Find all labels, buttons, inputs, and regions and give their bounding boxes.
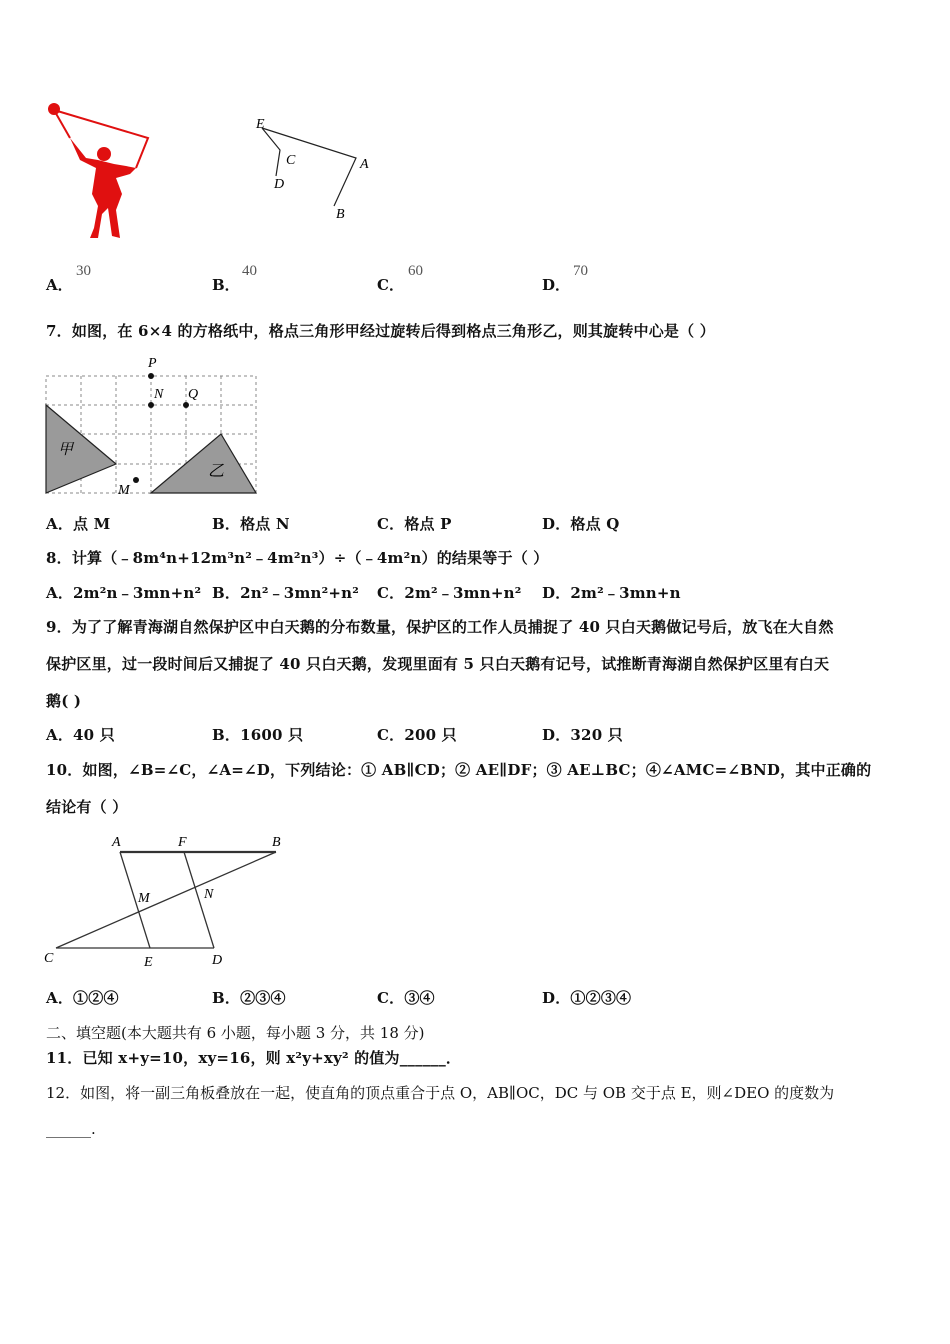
- option-letter: C．: [377, 276, 404, 294]
- grid-rotation-figure: [40, 352, 270, 500]
- option-letter: C．: [377, 989, 405, 1007]
- option-text: ①②④: [73, 989, 119, 1007]
- option-letter: C．: [377, 584, 405, 602]
- option-letter: A．: [46, 726, 74, 744]
- label-a: A: [112, 835, 121, 850]
- option-text: 2n²﹣3mn²+n²: [240, 584, 360, 602]
- q10-option-d[interactable]: [542, 987, 631, 1008]
- option-text: 格点 P: [404, 515, 452, 533]
- angle-figure-edcab: [250, 112, 380, 224]
- option-letter: D．: [542, 584, 571, 602]
- option-text: 点 M: [73, 515, 111, 533]
- q9-stem-line1: 9．为了了解青海湖自然保护区中白天鹅的分布数量，保护区的工作人员捕捉了 40 只白天鹅做记号后，放飞在大自然: [46, 618, 834, 636]
- q7-option-b[interactable]: [212, 513, 290, 534]
- q8-option-d[interactable]: [542, 582, 681, 603]
- q7-stem: 7．如图，在 6×4 的方格纸中，格点三角形甲经过旋转后得到格点三角形乙，则其旋转中心是（ ）: [46, 322, 715, 340]
- label-p: P: [148, 356, 157, 371]
- option-text: 格点 N: [240, 515, 290, 533]
- label-f: F: [178, 835, 187, 850]
- option-text: 2m²﹣3mn+n²: [404, 584, 522, 602]
- label-d: D: [274, 177, 285, 192]
- q9-option-c[interactable]: [377, 724, 457, 745]
- option-text: 2m²﹣3mn+n: [570, 584, 681, 602]
- label-yi: 乙: [208, 463, 225, 480]
- q7-option-c[interactable]: [377, 513, 452, 534]
- q6-option-d-value: 70: [573, 263, 588, 279]
- label-m: M: [138, 891, 150, 906]
- option-letter: A．: [46, 584, 74, 602]
- option-text: 320 只: [570, 726, 623, 744]
- q6-option-b[interactable]: [212, 274, 240, 295]
- label-b: B: [272, 835, 281, 850]
- option-text: ②③④: [240, 989, 286, 1007]
- q9-option-a[interactable]: [46, 724, 115, 745]
- option-letter: A．: [46, 989, 74, 1007]
- option-letter: D．: [542, 276, 571, 294]
- label-n: N: [204, 887, 214, 902]
- q12-stem: 12．如图，将一副三角板叠放在一起，使直角的顶点重合于点 O，AB∥OC，DC 与 OB 交于点 E，则∠DEO 的度数为: [46, 1084, 835, 1102]
- q10-option-a[interactable]: [46, 987, 119, 1008]
- label-n: N: [154, 387, 164, 402]
- q6-option-c-value: 60: [408, 263, 423, 279]
- parallel-lines-figure: [38, 830, 298, 972]
- option-letter: D．: [542, 989, 571, 1007]
- q12-blank: ______.: [46, 1120, 96, 1138]
- label-jia: 甲: [58, 442, 74, 458]
- option-text: ①②③④: [570, 989, 632, 1007]
- label-e: E: [144, 955, 153, 970]
- q8-stem: 8．计算（﹣8m⁴n+12m³n²﹣4m²n³）÷（﹣4m²n）的结果等于（ ）: [46, 549, 549, 567]
- label-c: C: [44, 951, 54, 966]
- option-letter: A．: [46, 276, 73, 294]
- jump-rope-figure: [40, 98, 160, 246]
- q9-stem-line2: 保护区里，过一段时间后又捕捉了 40 只白天鹅，发现里面有 5 只白天鹅有记号，试推断青海湖自然保护区里有白天: [46, 655, 830, 673]
- label-c: C: [286, 153, 296, 168]
- option-letter: B．: [212, 584, 241, 602]
- option-text: 2m²n﹣3mn+n²: [73, 584, 202, 602]
- option-letter: D．: [542, 515, 571, 533]
- q10-stem-line1: 10．如图，∠B=∠C，∠A=∠D，下列结论：① AB∥CD；② AE∥DF；③ AE⊥BC；④∠AMC=∠BND，其中正确的: [46, 761, 872, 779]
- option-text: 1600 只: [240, 726, 304, 744]
- q6-option-c[interactable]: [377, 274, 404, 295]
- option-letter: D．: [542, 726, 571, 744]
- option-letter: B．: [212, 276, 240, 294]
- q10-option-b[interactable]: [212, 987, 286, 1008]
- label-b: B: [336, 207, 345, 222]
- option-letter: B．: [212, 515, 241, 533]
- label-e: E: [256, 117, 265, 132]
- q9-option-b[interactable]: [212, 724, 303, 745]
- option-text: ③④: [404, 989, 435, 1007]
- q8-option-a[interactable]: [46, 582, 201, 603]
- q9-stem-line3: 鹅( ): [46, 692, 82, 710]
- label-d: D: [212, 953, 223, 968]
- label-a: A: [360, 157, 369, 172]
- q8-option-c[interactable]: [377, 582, 521, 603]
- q6-option-d[interactable]: [542, 274, 570, 295]
- q6-option-a[interactable]: [46, 274, 73, 295]
- label-m: M: [118, 483, 130, 498]
- q8-option-b[interactable]: [212, 582, 359, 603]
- option-letter: A．: [46, 515, 74, 533]
- q9-option-d[interactable]: [542, 724, 623, 745]
- q10-option-c[interactable]: [377, 987, 435, 1008]
- option-text: 200 只: [404, 726, 457, 744]
- q6-option-b-value: 40: [242, 263, 257, 279]
- q7-option-d[interactable]: [542, 513, 620, 534]
- q11-stem: 11．已知 x+y=10，xy=16，则 x²y+xy² 的值为______．: [46, 1049, 462, 1067]
- option-letter: B．: [212, 989, 241, 1007]
- label-q: Q: [188, 387, 199, 402]
- option-letter: B．: [212, 726, 241, 744]
- q7-option-a[interactable]: [46, 513, 110, 534]
- section-heading: 二、填空题(本大题共有 6 小题，每小题 3 分，共 18 分): [46, 1024, 425, 1042]
- option-text: 40 只: [73, 726, 115, 744]
- option-text: 格点 Q: [570, 515, 620, 533]
- option-letter: C．: [377, 515, 405, 533]
- q10-stem-line2: 结论有（ ）: [46, 798, 128, 816]
- q6-option-a-value: 30: [76, 263, 91, 279]
- option-letter: C．: [377, 726, 405, 744]
